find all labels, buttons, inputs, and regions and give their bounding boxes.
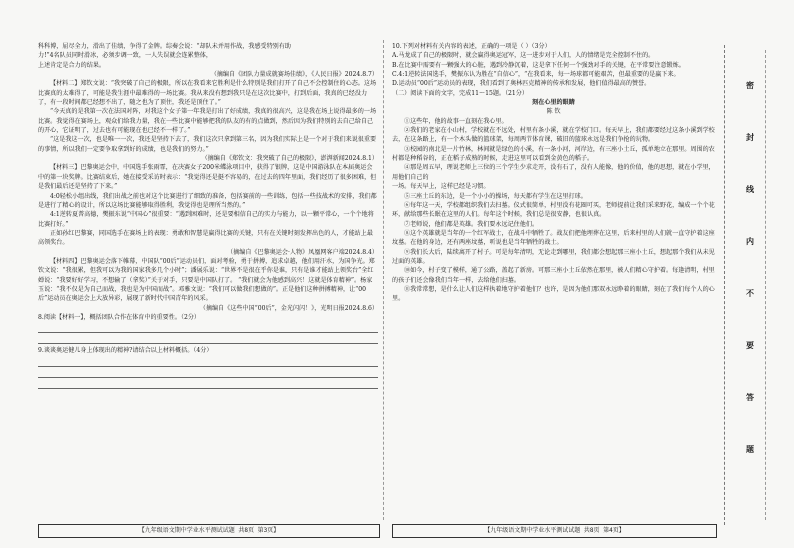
section-heading: （二）阅读下面的文字，完成11～15题。（21分） — [392, 89, 528, 97]
material-para: 【材料三】巴黎奥运会中，中国选手张雨霏，在决赛女子200米蝶泳项目中，获得了银牌，这是中国游泳队在本届奥运会中的第一块奖牌。比赛结束后，她在接受采访时表示：“我觉得还是挺不容易的，在过去的四年里面，我们经历了很多困难，但是我们最后还是坚持了下来。” — [38, 164, 377, 191]
question-8: 8.阅读【材料一】，概括团队合作在体育中的重要性。（2分） — [38, 313, 201, 321]
question-9: 9.谈谈奥运健儿身上体现出的精神?请结合以上材料概括。（4分） — [38, 347, 213, 355]
material-para: 【材料四】巴黎奥运会落下帷幕，中国队“00后”运动员们，面对考验，勇于拼搏，追求卓越，他们用汗水，为国争光。郑钦文说：“我很累，但我可以为我的国家我多几个小时”；潘展乐说：“世界不是很在乎你是谁，只有是谁才能站上领奖台”全红婵说：“我要好好学习，不想输了（拿奖）”关于对手，只要是中国队打了。 “我们就会为他感到高兴！这就是体育精神”。杨家玉说：“我不仅是为自己而战，我也是为中国而战”。邓雅文说：“我们可以做我们想做的”。正是他们这种拼搏精神，让“00后”运动员在奥运会上大放异彩，展现了新时代中国青年的风采。 — [38, 257, 375, 303]
article-para: ⑥每年这一天，学校都组织我们去扫墓。仪式很简单，村里没有花圈可买，老师提前让我们采来野花，编成一个个花环，献给那些长眠在这里的人们。每年这个时候，我们总是很安静，也很认真。 — [392, 201, 715, 219]
material-para: 正如孙红巴黎赛，同国选手在赛场上的表现：勇敢和智慧是赢得比赛的关键，只有在关键时刻发挥出色的人，才能站上最高领奖台。 — [38, 229, 373, 247]
top-line: 上述肯定是合力的结果。 — [38, 61, 106, 69]
source-note: （摘编自《这些中国“00后”，金光闪闪！》，光明日报2024.8.6） — [199, 304, 378, 312]
binding-char: 线 — [746, 184, 754, 194]
binding-char: 内 — [746, 236, 754, 246]
binding-labels — [740, 80, 760, 496]
article-title: 刻在心里的眼睛 — [532, 99, 575, 107]
binding-char: 封 — [746, 132, 754, 142]
option-c: C.4:1逆转法国选手，樊振东认为胜在“自信心”，“在我看来，每一场球都可能艰苦，但最重要的是赢下来。 — [392, 71, 680, 79]
answer-line[interactable] — [38, 369, 378, 378]
material-para: 4:1逆转夏普高德，樊振东说“中国心”很重要：“遇到困难时，还是要相信自己的实力与能力，以一颗平常心，一个个地将比赛打好。” — [38, 211, 374, 228]
top-line: 力!”4名队员同时滑冰，必须步调一致，一人失误就会连累整体， — [38, 52, 212, 60]
article-author: 陈 钦 — [546, 108, 561, 116]
option-d: D.运动员“00后”运动员的表现，我们看到了奥林匹克精神的传承和发展，他们值得最高的赞誉。 — [392, 80, 651, 88]
binding-char: 要 — [746, 340, 754, 350]
article-para: ①这些年，他的故事一直刻在我心里。 — [404, 117, 508, 125]
material-para: “今天真的是我第一次在法国对阵，对我这个女子第一年我是打出了好成绩，我真的很高兴，这是我在场上说得最多的一场比赛。我觉得在赛场上，观众们给我力量，我在一些比赛中能够把我的队友的有的点做到，然后因为我们特别的去自己给自己的开心，它证明了，过去也有可能现在也已经不一样了。” — [38, 108, 377, 135]
page-footer-left: 【九年级语文期中学业水平测试试题 共8页 第3页】 — [38, 524, 380, 538]
article-para: ⑧这个英雄就是当年的一个红军战士，在战斗中牺牲了。战友们把他埋葬在这里，后来村里的人们就一直守护着这座坟墓。在他的身边，还有两座坟墓，听说也是当年牺牲的战士。 — [392, 229, 715, 247]
article-para: ⑨我们长大后，陆续离开了村子。可是每年清明，无论走到哪里，我们都会想起那三座小土丘，想起那个我们从未见过面的英雄。 — [392, 248, 715, 265]
binding-char: 答 — [746, 392, 754, 402]
binding-char: 不 — [746, 288, 754, 298]
article-para: ②我们的老家在小山村，学校就在不远处，村里有条小溪，就在学校门口。每天早上，我们都要经过这条小溪到学校去，在这条路上，有一个木头做的篮球架，每周两节体育课，破旧的篮球永远是我们争抢的玩物。 — [392, 127, 715, 144]
answer-line[interactable] — [38, 335, 378, 344]
binding-dashed-line — [765, 50, 776, 520]
page-footer-right: 【九年级语文期中学业水平测试试题 共8页 第4页】 — [392, 524, 717, 538]
article-para: ④那是周五早，理说老师上三位的三个学生少求走开，没有石了，没有人能像，他的价值，他的思想，就在小学里，用他们自己的 — [392, 164, 715, 181]
article-para: ⑩如今，村子变了模样，通了公路，盖起了新房。可那三座小土丘依然在那里，被人们精心守护着。每逢清明，村里的孩子们还会像我们当年一样，去给他们扫墓。 — [392, 267, 715, 284]
question-10: 10.下列对材料有关内容的表述，正确的一项是（ ）（3分） — [392, 43, 551, 50]
source-note: （摘编自《团队力量成就赛场佳绩》，《人民日报》2024.8.7） — [210, 71, 378, 79]
material-para: 4:0轻松小组出线，我们出战之前也对这个比赛进行了细致的准备，包括赛前的一些训练，包括一些技战术的安排，我们都是进行了精心的设计，所以这场比赛能够取得胜利，我觉得也是理所当然的。” — [38, 192, 377, 209]
right-page — [392, 42, 715, 304]
article-para: 一场。每天早上，这样已经是习惯。 — [392, 183, 490, 191]
material-para: “这是我这一次，也是唯一一次，我还是坚持下去了，我们这次只拿到第三名，因为我们实际上是一个对于我们来说很重要的事情，所以我们一定要争取拿到好的成绩，也是我们的努力。” — [38, 136, 377, 153]
source-note: （摘编自《郑钦文：我突破了自己的极限》，澎湃新闻2024.8.1） — [201, 155, 378, 163]
source-note: （摘编自《巴黎奥运会·人物》凤凰网客户端2024.8.4） — [227, 248, 378, 256]
article-para: ⑪我常常想，是什么让人们这样执着地守护着他们？也许，是因为他们那双永远睁着的眼睛，刻在了我们每个人的心里。 — [392, 285, 715, 303]
option-a: A.马龙成了自己的极限时，就会赢得奥运冠军，这一进步对于人们，人的情绪是完全控制不住的。 — [392, 52, 655, 60]
article-para: ⑦老师说，他们都是英雄。我们要永远记住他们。 — [404, 220, 539, 228]
answer-line[interactable] — [38, 380, 378, 389]
answer-line[interactable] — [38, 358, 378, 367]
page-divider — [383, 40, 384, 520]
option-b: B.在比赛中需要有一颗强大的心脏，遇到冷静沉着，这是拿下任何一个强劲对手的关键，在平常要注意锻炼。 — [392, 61, 685, 69]
top-line: 科科博，屈尽全力，滑出了佳绩，争得了金牌。综奏会说：“却队未并用作战，我感受特别有助 — [38, 43, 291, 50]
article-para: ③校园的南北是一片竹林，林间就是绿色的小溪，有一条小河，河岸边，有三座小土丘，孤单地立在那里。周围的农村都是种稻谷的，正在稻子成熟的时候，走进这里可以看到金黄色的稻子。 — [392, 145, 715, 163]
article-para: ⑤三座土丘的东边，是一个小小的操场，每天都有学生在这里打球。 — [404, 192, 587, 200]
left-page — [38, 42, 378, 391]
binding-char: 密 — [746, 80, 754, 90]
binding-char: 题 — [746, 444, 754, 454]
answer-line[interactable] — [38, 324, 378, 333]
material-para: 【材料二】郑钦文说：“我突破了自己的极限，所以在我看来它胜利是什么特别是我们打开了自己不会控制住的心态。这场比赛真的太难得了，可能是我生涯中最难得的一场比赛。我从来没有想到我只是在这次比赛中，打到后面，我真的已经没力了，有一段时间都已经想不出了，随之也为了顶住，我还是顶住了。” — [38, 80, 377, 107]
